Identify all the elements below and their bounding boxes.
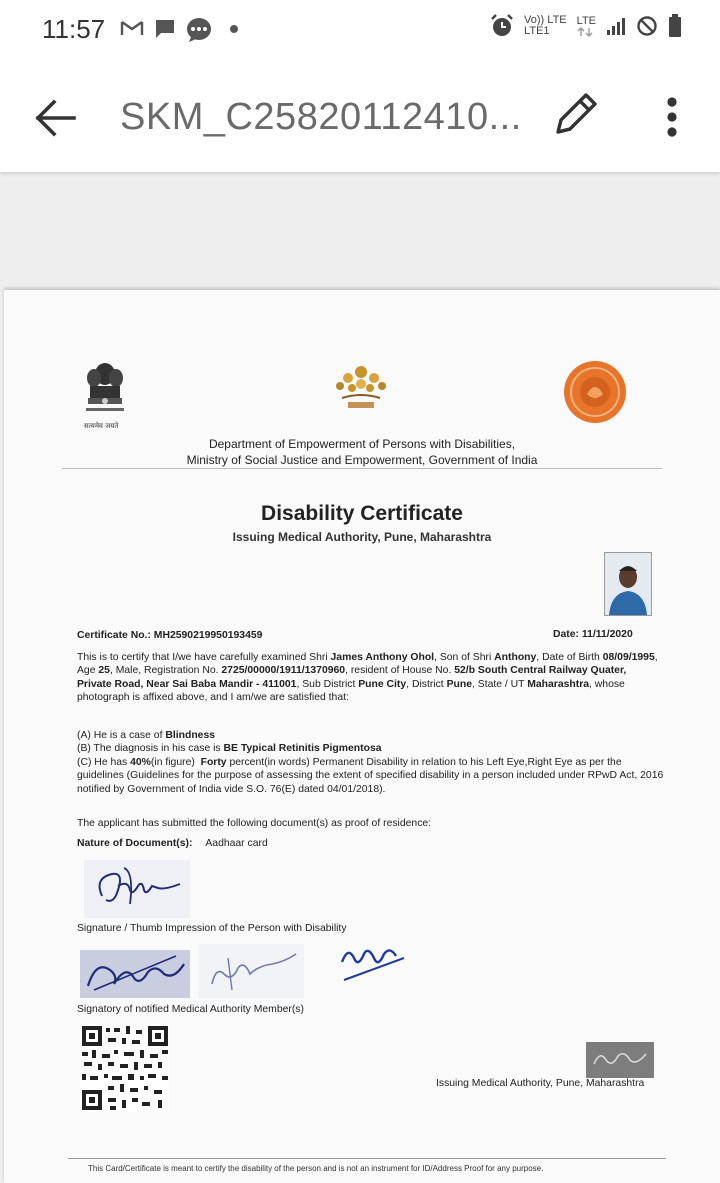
condition-a: [77, 729, 667, 742]
issuing-authority-label: Issuing Medical Authority, Pune, Maharashtra: [436, 1078, 645, 1089]
district: Pune: [446, 678, 472, 690]
nature-label: Nature of Document(s):: [77, 838, 193, 849]
para-text: This is to certify that I/we have carefully examined Shri: [77, 652, 331, 663]
condition-a-text: (A) He is a case of: [77, 730, 166, 741]
father-name: Anthony: [494, 652, 537, 663]
age: 25: [98, 665, 110, 677]
certification-paragraph: [77, 651, 662, 705]
divider: [62, 468, 662, 469]
applicant-document-note: The applicant has submitted the following document(s) as proof of residence:: [77, 818, 432, 829]
certificate-number: [77, 629, 262, 642]
sub-district: Pune City: [358, 678, 407, 690]
notification-dot-icon: [229, 24, 239, 34]
document-viewer[interactable]: [0, 172, 720, 1183]
lte-label: LTE: [576, 14, 596, 27]
footer-note: This Card/Certificate is meant to certify the disability of the person and is not an instrument for ID/Address Proof for any purpose.: [88, 1164, 544, 1173]
nature-value: Aadhaar card: [205, 838, 268, 849]
condition-c-mid: (in figure): [150, 756, 201, 768]
maharashtra-seal-logo: [562, 360, 628, 424]
condition-b-value: BE Typical Retinitis Pigmentosa: [223, 743, 382, 755]
certificate-title: Disability Certificate: [261, 502, 463, 525]
document-title: SKM_C25820112410...: [120, 96, 522, 138]
state: Maharashtra: [527, 678, 590, 690]
applicant-photo: [604, 552, 652, 616]
volte-label: Vo)) LTE: [524, 14, 567, 26]
condition-a-value: Blindness: [165, 730, 216, 741]
signal-icon: [606, 16, 626, 36]
certificate-number-value: MH2590219950193459: [153, 630, 263, 641]
lte-sub-label: LTE1: [524, 25, 550, 37]
condition-c-text: (C) He has: [77, 756, 131, 768]
registration-number: 2725/00000/1911/1370960: [221, 665, 346, 677]
certificate-page: [4, 290, 720, 1183]
address: 52/b South Central Railway Quater, Private Road, Near Sai Baba Mandir - 411001: [77, 665, 627, 690]
messages-icon: [185, 17, 213, 43]
condition-c: [77, 756, 667, 796]
conditions-block: [77, 729, 667, 796]
lte-indicator: [577, 16, 596, 37]
certificate-date: [553, 628, 633, 641]
date-value: 11/11/2020: [581, 629, 633, 640]
para-text: , resident of House No.: [345, 665, 455, 677]
para-text: , Male, Registration No.: [109, 665, 222, 677]
disability-percent-words: Forty: [200, 756, 227, 768]
authority-signature-2-image: [198, 944, 304, 998]
swavalamban-logo: [330, 358, 392, 414]
authority-signature-label: Signatory of notified Medical Authority Member(s): [77, 1004, 304, 1015]
alarm-icon: [490, 14, 514, 38]
chat-icon: [154, 18, 176, 40]
department-line-2: Ministry of Social Justice and Empowerment, Government of India: [186, 453, 538, 467]
footer-divider: [68, 1158, 666, 1159]
para-text: , Date of Birth: [536, 652, 603, 663]
status-bar: [0, 0, 720, 60]
para-text: , Age: [77, 652, 658, 677]
applicant-signature-label: Signature / Thumb Impression of the Person with Disability: [77, 923, 347, 934]
person-name: James Anthony Ohol: [330, 652, 435, 663]
more-vertical-icon[interactable]: [654, 94, 690, 144]
condition-b: [77, 742, 667, 755]
certificate-subtitle: Issuing Medical Authority, Pune, Maharashtra: [232, 530, 492, 544]
qr-code-image: [80, 1024, 170, 1112]
authority-signature-1-image: [80, 950, 190, 998]
department-line-1: Department of Empowerment of Persons with Disabilities,: [208, 437, 516, 451]
date-of-birth: 08/09/1995: [602, 652, 655, 663]
person-photo-image: [605, 553, 651, 615]
para-text: , Sub District: [296, 678, 359, 690]
authority-signature-3-image: [334, 940, 410, 988]
disability-percent: 40%: [130, 756, 151, 768]
date-label: Date:: [553, 629, 579, 640]
para-text: , District: [406, 678, 447, 690]
para-text: , whose photograph is affixed above, and I am/we are satisfied that:: [77, 678, 625, 704]
nature-of-document: [77, 837, 268, 850]
app-bar: [0, 60, 720, 172]
department-heading: [4, 436, 720, 468]
data-arrows-icon: [577, 27, 595, 37]
arrow-left-icon[interactable]: [30, 96, 82, 140]
status-time: 11:57: [42, 14, 106, 44]
issuing-authority-signature-image: [586, 1042, 654, 1078]
pencil-icon[interactable]: [552, 90, 600, 140]
gmail-icon: [120, 19, 144, 37]
emblem-caption: सत्यमेव जयते: [84, 422, 119, 430]
applicant-signature-image: [84, 860, 190, 918]
para-text: , Son of Shri: [434, 652, 495, 663]
battery-icon: [668, 14, 682, 38]
volte-indicator: [524, 15, 567, 37]
do-not-disturb-icon: [636, 15, 658, 37]
condition-b-text: (B) The diagnosis in his case is: [77, 743, 224, 755]
certificate-number-label: Certificate No.:: [77, 630, 151, 641]
para-text: , State / UT: [471, 678, 528, 690]
condition-c-rest: percent(in words) Permanent Disability in relation to his Left Eye,Right Eye as per the guidelines (Guidelines for the purpose of assessing the extent of specified disability in a person included under RPwD Act, 2016 notified by Government of India vide S.O. 76(E) dated 04/01/2018).: [77, 756, 664, 795]
status-right: [490, 14, 682, 38]
